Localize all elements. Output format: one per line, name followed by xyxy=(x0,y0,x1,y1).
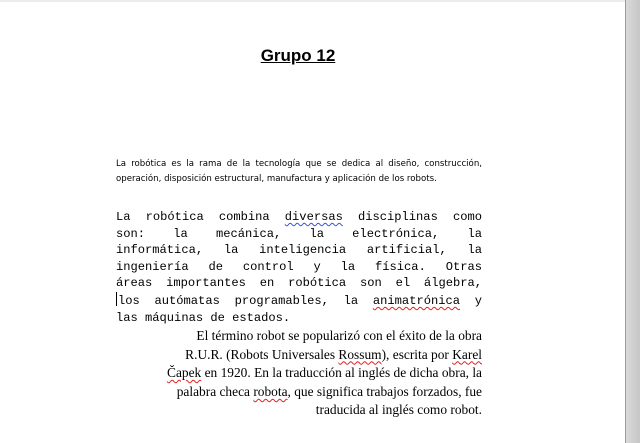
paragraph-definition[interactable]: La robótica es la rama de la tecnología que se dedica al diseño, construcción, operación, disposición estructural, manufactura y aplicación de los robots. xyxy=(116,159,482,184)
paragraph-line: son: la mecánica, la electrónica, la xyxy=(116,226,482,241)
spelling-flagged-word[interactable]: Karel xyxy=(452,346,482,362)
text-cursor xyxy=(116,292,117,306)
text-run: los autómatas programables, la xyxy=(118,293,373,308)
paragraph-line: áreas importantes en robótica son el álgebra, xyxy=(116,276,482,291)
paragraph-line xyxy=(116,292,482,310)
text-run: en 1920. En la traducción al inglés de dicha obra, la xyxy=(201,365,482,381)
text-run: , que significa trabajos forzados, fue xyxy=(287,383,482,399)
grammar-flagged-word[interactable]: diversas xyxy=(284,210,343,224)
spelling-flagged-word[interactable]: Čapek xyxy=(167,365,202,381)
paragraph-line xyxy=(116,364,482,383)
text-run: ), escrita por xyxy=(381,346,453,362)
page-margin-gutter xyxy=(626,0,640,443)
text-run: R.U.R. (Robots Universales xyxy=(185,346,339,362)
paragraph-line xyxy=(116,209,482,226)
spelling-flagged-word[interactable]: Rossum xyxy=(338,346,382,362)
text-run: y xyxy=(460,293,482,308)
paragraph-line xyxy=(116,383,482,402)
spelling-flagged-word[interactable]: robota xyxy=(253,383,288,399)
paragraph-line: ingeniería de control y la física. Otras xyxy=(116,259,482,274)
paragraph-line: las máquinas de estados. xyxy=(116,310,291,325)
spelling-flagged-word[interactable]: animatrónica xyxy=(372,293,460,308)
text-run: disciplinas como xyxy=(342,210,482,224)
document-title[interactable]: Grupo 12 xyxy=(260,46,336,65)
paragraph-disciplines[interactable] xyxy=(116,209,482,326)
text-run: palabra checa xyxy=(176,383,254,399)
paragraph-line: traducida al inglés como robot. xyxy=(315,402,482,418)
paragraph-line: informática, la inteligencia artificial, la xyxy=(116,243,482,258)
text-run: La robótica combina xyxy=(116,210,285,224)
paragraph-line xyxy=(116,346,482,365)
paragraph-line: El término robot se popularizó con el éxito de la obra xyxy=(196,328,482,343)
page-top-edge xyxy=(0,0,626,2)
paragraph-origin[interactable] xyxy=(116,327,482,420)
